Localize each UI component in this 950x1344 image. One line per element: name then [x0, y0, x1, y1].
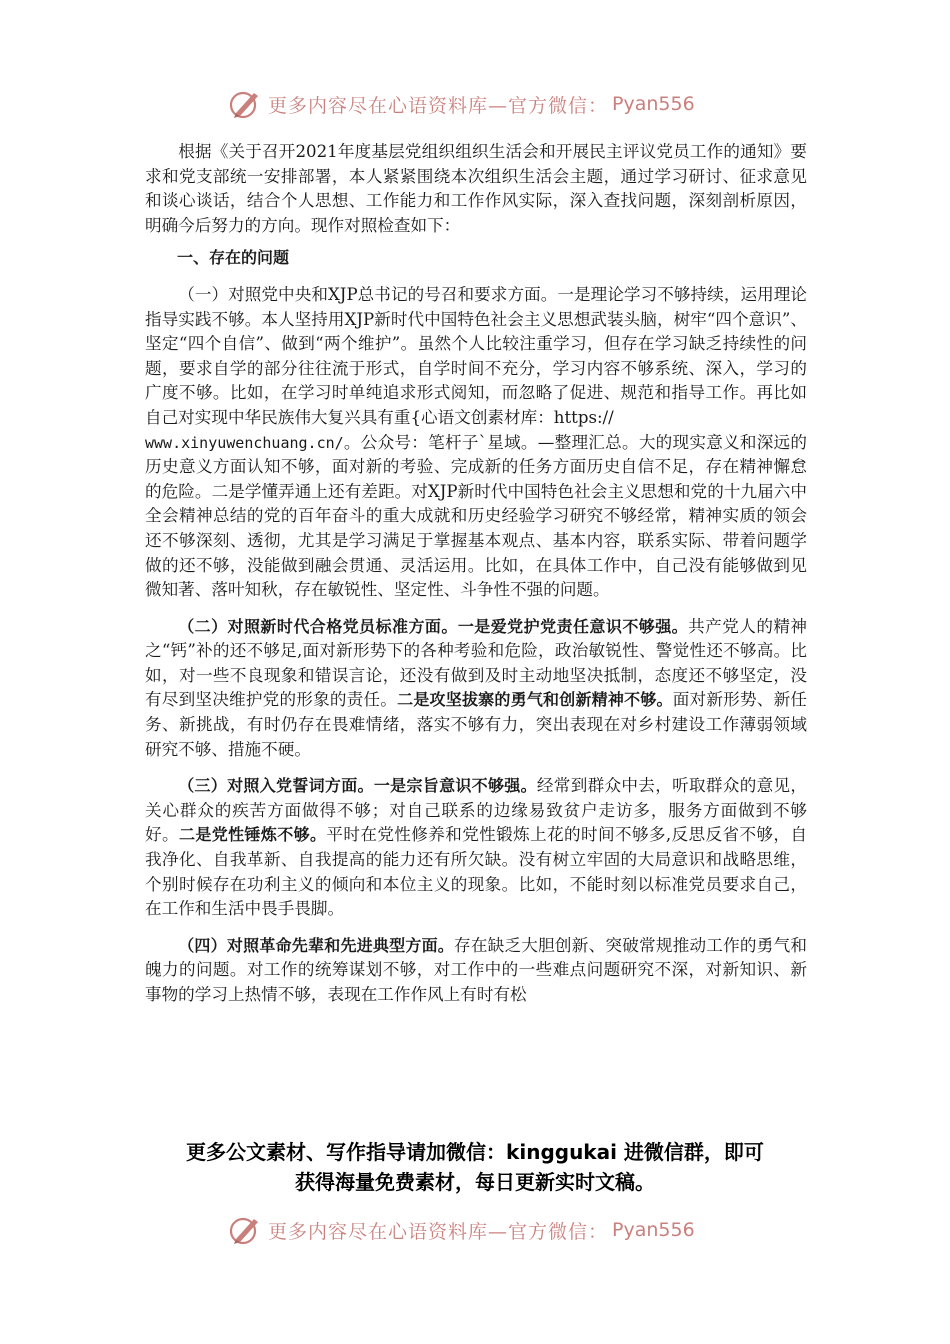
intro-paragraph: 根据《关于召开2021年度基层党组织组织生活会和开展民主评议党员工作的通知》要求和党支部统一安排部署，本人紧紧围绕本次组织生活会主题，通过学习研讨、征求意见和谈心谈话，结合个人思想、工作能力和工作作风实际，深入查找问题，深刻剖析原因，明确今后努力的方向。现作对照检查如下：: [145, 142, 807, 235]
paragraph-1-text-a: （一）对照党中央和XJP总书记的号召和要求方面。一是理论学习不够持续，运用理论指导实践不够。本人坚持用XJP新时代中国特色社会主义思想武装头脑，树牢“四个意识”、坚定“四个自信”、做到“两个维护”。虽然个人比较注重学习，但存在学习缺乏持续性的问题，要求自学的部分往往流于形式，自学时间不充分，学习内容不够系统、深入，学习的广度不够。比如，在学习时单纯追求形式阅知，而忽略了促进、规范和指导工作。再比如自己对实现中华民族伟大复兴具有重{心语文创素材库：https://: [145, 284, 807, 427]
promo-line-1: 更多公文素材、写作指导请加微信：kinggukai 进微信群，即可: [186, 1140, 764, 1164]
watermark-bottom: [228, 1210, 748, 1250]
paragraph-3: [145, 774, 807, 922]
section-heading: 一、存在的问题: [177, 248, 290, 268]
pen-logo-icon: [228, 1213, 262, 1247]
watermark-text: 更多内容尽在心语资料库—官方微信：: [268, 1220, 609, 1243]
promo-banner: [110, 1137, 840, 1197]
paragraph-3-bold-1: （三）对照入党誓词方面。一是宗旨意识不够强。: [178, 776, 537, 796]
source-url: www.xinyuwenchuang.cn/: [145, 433, 344, 452]
paragraph-2-bold-1: （二）对照新时代合格党员标准方面。一是爱党护党责任意识不够强。: [178, 616, 689, 636]
paragraph-2-text-1: 共产党人的精神之“钙”补的还不够足,面对新形势下的各种考验和危险，政治敏锐性、警觉性还不够高。比如，对一些不良现象和错误言论，还没有做到及时主动地坚决抵制，态度还不够坚定，没有尽到坚决维护党的形象的责任。: [145, 616, 807, 710]
promo-line-2: 获得海量免费素材，每日更新实时文稿。: [295, 1170, 655, 1194]
paragraph-4-text-1: 存在缺乏大胆创新、突破常规推动工作的勇气和魄力的问题。对工作的统筹谋划不够，对工作中的一些难点问题研究不深，对新知识、新事物的学习上热情不够，表现在工作作风上有时有松: [145, 935, 807, 1004]
pen-logo-icon: [228, 87, 262, 121]
paragraph-3-text-2: 平时在党性修养和党性锻炼上花的时间不够多,反思反省不够，自我净化、自我革新、自我提高的能力还有所欠缺。没有树立牢固的大局意识和战略思维，个别时候存在功利主义的倾向和本位主义的现象。比如，不能时刻以标准党员要求自己，在工作和生活中畏手畏脚。: [145, 825, 807, 919]
paragraph-4-bold-1: （四）对照革命先辈和先进典型方面。: [178, 935, 455, 955]
watermark-id: Pyan556: [612, 1219, 695, 1241]
paragraph-4: [145, 934, 807, 1008]
paragraph-3-bold-2: 二是党性锤炼不够。: [178, 825, 327, 845]
document-body: [145, 140, 807, 1008]
paragraph-1: [145, 283, 807, 603]
watermark-text: 更多内容尽在心语资料库—官方微信：: [268, 94, 609, 117]
paragraph-2-text-2: 面对新形势、新任务、新挑战，有时仍存在畏难情绪，落实不够有力，突出表现在对乡村建设工作薄弱领域研究不够、措施不硬。: [145, 690, 807, 759]
paragraph-3-text-1: 经常到群众中去，听取群众的意见，关心群众的疾苦方面做得不够；对自己联系的边缘易致贫户走访多，服务方面做到不够好。: [145, 776, 807, 845]
paragraph-1-text-b: 。公众号：笔杆子`星域。—整理汇总。大的现实意义和深远的历史意义方面认知不够，面对新的考验、完成新的任务方面历史自信不足，存在精神懈怠的危险。二是学懂弄通上还有差距。对XJP新时代中国特色社会主义思想和党的十九届六中全会精神总结的党的百年奋斗的重大成就和历史经验学习研究不够经常，精神实质的领会还不够深刻、透彻，尤其是学习满足于掌握基本观点、基本内容，联系实际、带着问题学做的还不够，没能做到融会贯通、灵活运用。比如，在具体工作中，自己没有能够做到见微知著、落叶知秋，存在敏锐性、坚定性、斗争性不强的问题。: [145, 432, 807, 600]
paragraph-2: [145, 615, 807, 763]
watermark-top: [228, 84, 748, 124]
paragraph-2-bold-2: 二是攻坚拔寨的勇气和创新精神不够。: [397, 690, 673, 710]
watermark-id: Pyan556: [612, 93, 695, 115]
